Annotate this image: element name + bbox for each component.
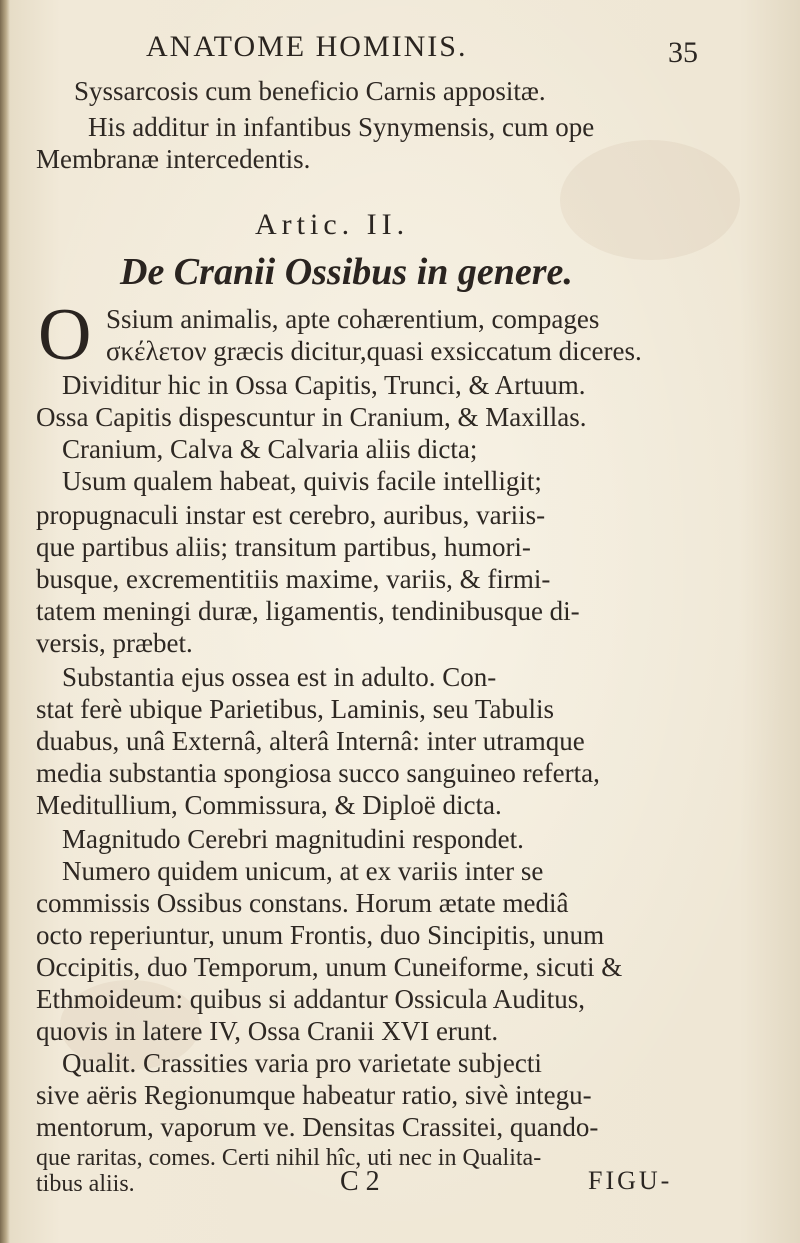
drop-cap: O	[38, 294, 92, 376]
text-line: quovis in latere IV, Ossa Cranii XVI erunt.	[36, 1016, 499, 1046]
text-line: Magnitudo Cerebri magnitudini respondet.	[62, 824, 524, 854]
catchword: FIGU-	[588, 1166, 673, 1195]
text-line: octo reperiuntur, unum Frontis, duo Sincipitis, unum	[36, 920, 605, 950]
text-line: Meditullium, Commissura, & Diploë dicta.	[36, 790, 502, 820]
text-line: Membranæ intercedentis.	[36, 144, 311, 174]
text-line: versis, præbet.	[36, 628, 193, 658]
text-line: duabus, unâ Externâ, alterâ Internâ: inter utramque	[36, 726, 585, 756]
running-title: ANATOME HOMINIS.	[146, 30, 468, 63]
text-line: stat ferè ubique Parietibus, Laminis, seu Tabulis	[36, 694, 555, 724]
text-line: Numero quidem unicum, at ex variis inter se	[62, 856, 544, 886]
text-line: σκέλετον græcis dicitur,quasi exsiccatum diceres.	[106, 336, 642, 366]
text-line: Cranium, Calva & Calvaria aliis dicta;	[62, 434, 478, 464]
text-line: tatem meningi duræ, ligamentis, tendinibusque di-	[36, 596, 580, 626]
text-line: Occipitis, duo Temporum, unum Cuneiforme, sicuti &	[36, 952, 623, 982]
text-line: media substantia spongiosa succo sanguineo referta,	[36, 758, 600, 788]
text-line: Qualit. Crassities varia pro varietate subjecti	[62, 1048, 542, 1078]
text-line: Ossa Capitis dispescuntur in Cranium, & Maxillas.	[36, 402, 587, 432]
text-line: mentorum, vaporum ve. Densitas Crassitei, quando-	[36, 1112, 599, 1142]
page-number: 35	[668, 36, 698, 69]
text-line: Dividitur hic in Ossa Capitis, Trunci, & Artuum.	[62, 370, 586, 400]
text-line: Usum qualem habeat, quivis facile intelligit;	[62, 466, 542, 496]
text-line: que partibus aliis; transitum partibus, humori-	[36, 532, 531, 562]
text-line: Ssium animalis, apte cohærentium, compages	[106, 304, 600, 334]
text-line: commissis Ossibus constans. Horum ætate mediâ	[36, 888, 569, 918]
signature-mark: C 2	[340, 1166, 380, 1197]
text-line: Substantia ejus ossea est in adulto. Con-	[62, 662, 497, 692]
text-line: Ethmoideum: quibus si addantur Ossicula Auditus,	[36, 984, 585, 1014]
article-label: Artic. II.	[255, 208, 410, 241]
text-line: busque, excrementitiis maxime, variis, & firmi-	[36, 564, 551, 594]
section-heading: De Cranii Ossibus in genere.	[120, 251, 573, 293]
text-line: sive aëris Regionumque habeatur ratio, sivè integu-	[36, 1080, 592, 1110]
text-line: His additur in infantibus Synymensis, cum ope	[88, 112, 595, 142]
text-line: tibus aliis.	[36, 1171, 135, 1197]
text-line: Syssarcosis cum beneficio Carnis appositæ.	[74, 76, 546, 106]
text-line: que raritas, comes. Certi nihil hîc, uti nec in Qualita-	[36, 1145, 542, 1171]
text-line: propugnaculi instar est cerebro, auribus, variis-	[36, 500, 546, 530]
